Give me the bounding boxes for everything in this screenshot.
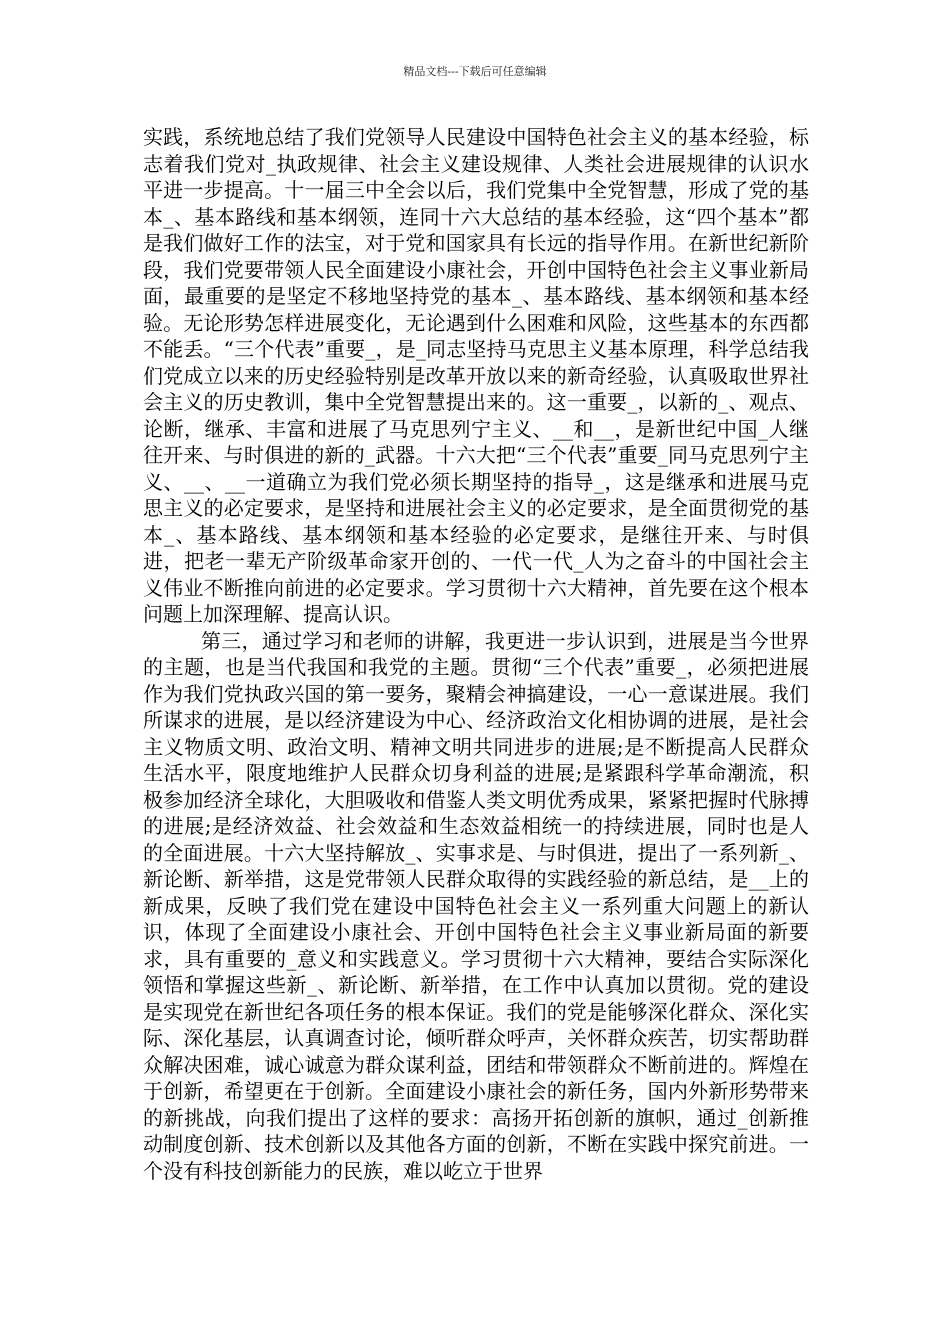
page-header: 精品文档---下载后可任意编辑 xyxy=(403,65,547,78)
paragraph-third-point: 第三，通过学习和老师的讲解，我更进一步认识到，进展是当今世界的主题，也是当代我国和我党的主题。贯彻“三个代表”重要_，必须把进展作为我们党执政兴国的第一要务，聚精会神搞建设，一心一意谋进展。我们所谋求的进展，是以经济建设为中心、经济政治文化相协调的进展，是社会主义物质文明、政治文明、精神文明共同进步的进展;是不断提高人民群众生活水平，限度地维护人民群众切身利益的进展;是紧跟科学革命潮流，积极参加经济全球化，大胆吸收和借鉴人类文明优秀成果，紧紧把握时代脉搏的进展;是经济效益、社会效益和生态效益相统一的持续进展，同时也是人的全面进展。十六大坚持解放_、实事求是、与时俱进，提出了一系列新_、新论断、新举措，这是党带领人民群众取得的实践经验的新总结，是__上的新成果，反映了我们党在建设中国特色社会主义一系列重大问题上的新认识，体现了全面建设小康社会、开创中国特色社会主义事业新局面的新要求，具有重要的_意义和实践意义。学习贯彻十六大精神，要结合实际深化领悟和掌握这些新_、新论断、新举措，在工作中认真加以贯彻。党的建设是实现党在新世纪各项任务的根本保证。我们的党是能够深化群众、深化实际、深化基层，认真调查讨论，倾听群众呼声，关怀群众疾苦，切实帮助群众解决困难，诚心诚意为群众谋利益，团结和带领群众不断前进的。辉煌在于创新，希望更在于创新。全面建设小康社会的新任务，国内外新形势带来的新挑战，向我们提出了这样的要求：高扬开拓创新的旗帜，通过_创新推动制度创新、技术创新以及其他各方面的创新，不断在实践中探究前进。一个没有科技创新能力的民族，难以屹立于世界 xyxy=(143,628,809,1183)
body-text xyxy=(143,124,809,1184)
paragraph-continuation: 实践，系统地总结了我们党领导人民建设中国特色社会主义的基本经验，标志着我们党对_执政规律、社会主义建设规律、人类社会进展规律的认识水平进一步提高。十一届三中全会以后，我们党集中全党智慧，形成了党的基本_、基本路线和基本纲领，连同十六大总结的基本经验，这“四个基本”都是我们做好工作的法宝，对于党和国家具有长远的指导作用。在新世纪新阶段，我们党要带领人民全面建设小康社会，开创中国特色社会主义事业新局面，最重要的是坚定不移地坚持党的基本_、基本路线、基本纲领和基本经验。无论形势怎样进展变化，无论遇到什么困难和风险，这些基本的东西都不能丢。“三个代表”重要_，是_同志坚持马克思主义基本原理，科学总结我们党成立以来的历史经验特别是改革开放以来的新奇经验，认真吸取世界社会主义的历史教训，集中全党智慧提出来的。这一重要_，以新的_、观点、论断，继承、丰富和进展了马克思列宁主义、__和__，是新世纪中国_人继往开来、与时俱进的新的_武器。十六大把“三个代表”重要_同马克思列宁主义、__、__一道确立为我们党必须长期坚持的指导_，这是继承和进展马克思主义的必定要求，是坚持和进展社会主义的必定要求，是全面贯彻党的基本_、基本路线、基本纲领和基本经验的必定要求，是继往开来、与时俱进，把老一辈无产阶级革命家开创的、一代一代_人为之奋斗的中国社会主义伟业不断推向前进的必定要求。学习贯彻十六大精神，首先要在这个根本问题上加深理解、提高认识。 xyxy=(143,125,809,626)
